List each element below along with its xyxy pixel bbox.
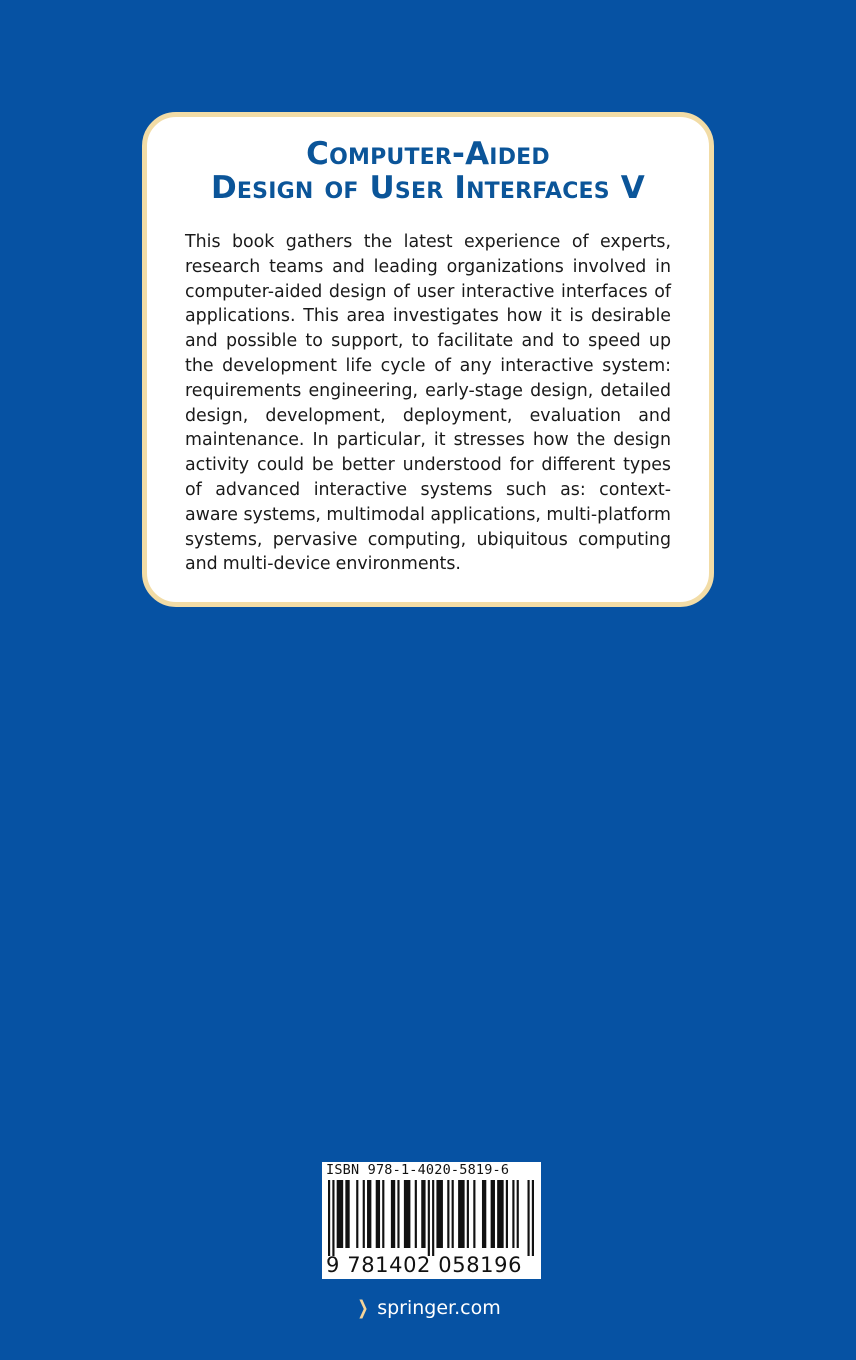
barcode-bar-24: [497, 1180, 504, 1248]
barcode-bar-5: [363, 1180, 365, 1248]
book-description: This book gathers the latest experience of experts, research teams and leading organizations involved in computer-aided design of user interactive interfaces of applications. This area investigates how it is desirable and possible to support, to facilitate and to speed up the development life cycle of any interactive system: requirements engineering, early-stage design, detailed design, development, deployment, evaluation and maintenance. In particular, it stresses how the design activity could be better understood for different types of advanced interactive systems such as: context-aware systems, multimodal applications, multi-platform systems, pervasive computing, ubiquitous computing and multi-device environments.: [185, 232, 671, 575]
barcode-digits: 9 781402 058196: [326, 1253, 523, 1277]
barcode-bar-9: [391, 1180, 395, 1248]
barcode-bar-15: [432, 1180, 434, 1256]
barcode-bar-17: [447, 1180, 449, 1248]
barcode-bar-6: [367, 1180, 371, 1248]
barcode-bar-12: [415, 1180, 417, 1248]
chevron-right-icon: ❯: [357, 1297, 369, 1319]
barcode-bar-7: [376, 1180, 380, 1248]
barcode-bar-16: [436, 1180, 443, 1248]
barcode-bar-26: [512, 1180, 514, 1248]
title-line-1: Computer-Aided: [306, 136, 550, 172]
barcode-bar-23: [491, 1180, 495, 1248]
barcode-bar-29: [532, 1180, 534, 1256]
publisher-url[interactable]: [0, 1296, 856, 1320]
barcode-bar-20: [467, 1180, 469, 1248]
barcode-bar-1: [332, 1180, 334, 1256]
barcode-bar-27: [517, 1180, 519, 1248]
barcode-bar-14: [428, 1180, 430, 1256]
barcode-bar-2: [337, 1180, 344, 1248]
barcode-bar-18: [452, 1180, 454, 1248]
isbn-label: ISBN 978-1-4020-5819-6: [326, 1162, 510, 1178]
barcode-bar-8: [382, 1180, 384, 1248]
publisher-url-text: springer.com: [377, 1297, 501, 1319]
barcode-bar-25: [506, 1180, 508, 1248]
isbn-barcode: [322, 1162, 541, 1279]
barcode-bar-13: [421, 1180, 425, 1248]
barcode-bar-10: [397, 1180, 399, 1248]
barcode-bar-11: [404, 1180, 411, 1248]
barcode-bar-4: [356, 1180, 358, 1248]
barcode-bar-21: [473, 1180, 475, 1248]
barcode-bar-22: [482, 1180, 486, 1248]
book-title: [185, 137, 671, 205]
barcode-bar-19: [458, 1180, 465, 1248]
barcode-bar-3: [345, 1180, 349, 1248]
barcode-bar-28: [527, 1180, 529, 1256]
barcode-bar-0: [328, 1180, 330, 1256]
title-line-2: Design of User Interfaces V: [210, 170, 645, 206]
description-card: [142, 112, 714, 607]
barcode-bars: [328, 1180, 534, 1256]
